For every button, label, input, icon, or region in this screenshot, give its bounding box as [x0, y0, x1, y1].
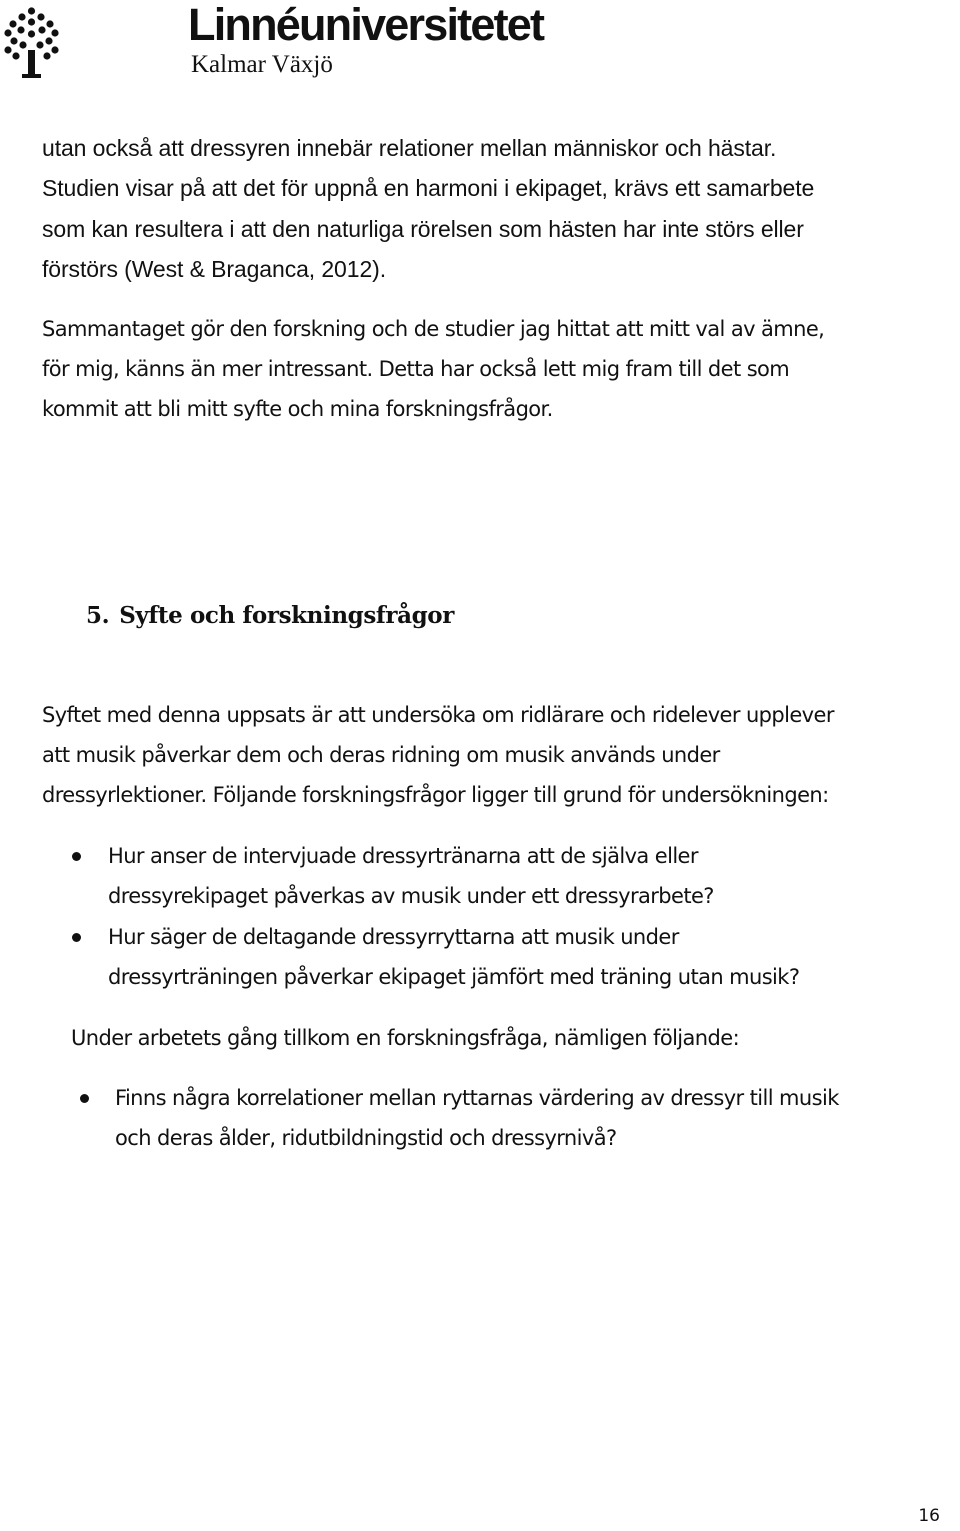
list-item-line: och deras ålder, ridutbildningstid och dressyrnivå? [115, 1126, 617, 1150]
list-item-line: Hur säger de deltagande dressyrryttarna att musik under [108, 925, 679, 949]
paragraph-line: dressyrlektioner. Följande forskningsfrågor ligger till grund för undersökningen: [42, 783, 829, 807]
tree-logo-icon [4, 6, 60, 78]
university-logo [4, 2, 604, 82]
bullet-icon [72, 933, 81, 942]
section-number: 5. [86, 602, 110, 629]
paragraph-line: utan också att dressyren innebär relationer mellan människor och hästar. [42, 135, 777, 161]
paragraph-line: Studien visar på att det för uppnå en harmoni i ekipaget, krävs ett samarbete [42, 175, 815, 201]
paragraph-line: för mig, känns än mer intressant. Detta har också lett mig fram till det som [42, 357, 790, 381]
paragraph-line: förstörs (West & Braganca, 2012). [42, 256, 386, 282]
section-title: Syfte och forskningsfrågor [119, 602, 454, 629]
paragraph-line: kommit att bli mitt syfte och mina forskningsfrågor. [42, 397, 553, 421]
paragraph-line: Syftet med denna uppsats är att undersöka om ridlärare och ridelever upplever [42, 703, 834, 727]
page-number: 16 [918, 1506, 940, 1526]
list-item-line: Finns några korrelationer mellan ryttarnas värdering av dressyr till musik [115, 1086, 839, 1110]
section-heading [86, 596, 454, 636]
bullet-icon [80, 1094, 89, 1103]
paragraph-line: som kan resultera i att den naturliga rörelsen som hästen har inte störs eller [42, 216, 804, 242]
bullet-icon [72, 852, 81, 861]
list-item-line: Hur anser de intervjuade dressyrtränarna att de själva eller [108, 844, 698, 868]
paragraph-line: Sammantaget gör den forskning och de studier jag hittat att mitt val av ämne, [42, 317, 825, 341]
logo-name: Linnéuniversitetet [188, 0, 544, 50]
added-question-intro: Under arbetets gång tillkom en forskningsfråga, nämligen följande: [71, 1026, 740, 1050]
list-item-line: dressyrekipaget påverkas av musik under ett dressyrarbete? [108, 884, 714, 908]
logo-subtitle: Kalmar Växjö [191, 51, 333, 78]
list-item-line: dressyrträningen påverkar ekipaget jämfört med träning utan musik? [108, 965, 800, 989]
paragraph-line: att musik påverkar dem och deras ridning om musik används under [42, 743, 720, 767]
